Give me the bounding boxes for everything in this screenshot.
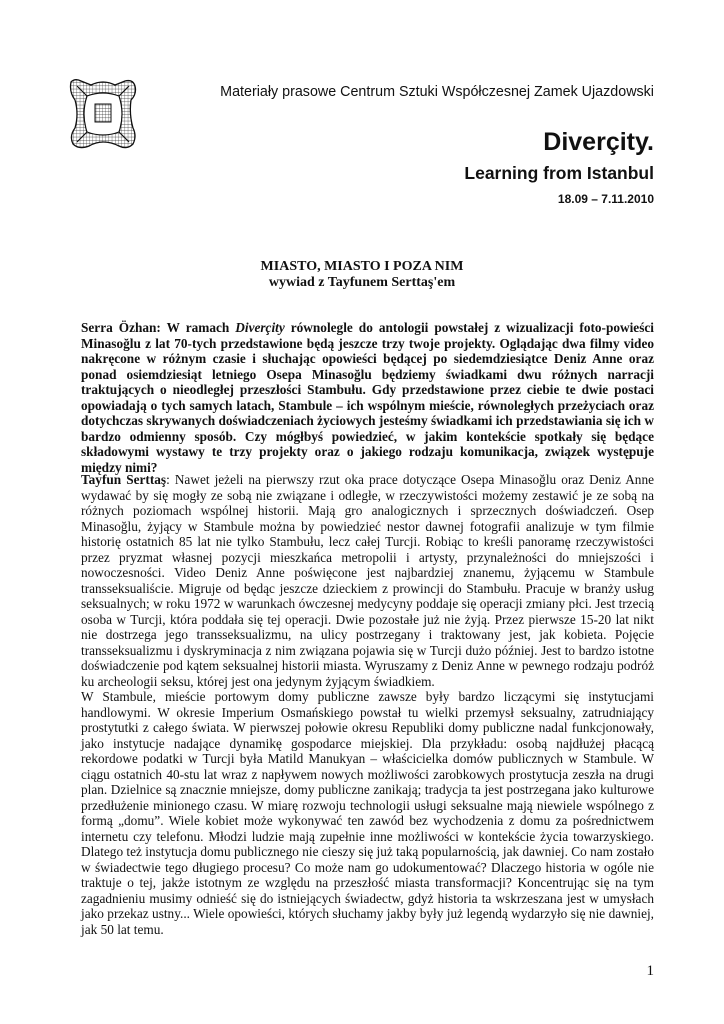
page-number: 1: [646, 963, 654, 979]
question-speaker: Serra Özhan:: [81, 320, 161, 335]
answer-paragraph-1: : Nawet jeżeli na pierwszy rzut oka prace dotyczące Osepa Minasoğlu oraz Deniz Anne wydawać by się mogły ze sobą nie związane i odległe, w rzeczywistości możemy zestawić je ze sobą na różnych poziomach wspólnej historii. Mają gro analogicznych i sprzecznych doświadczeń. Osep Minasoğlu, żyjący w Stambule można by powiedzieć nestor dawnej fotografii analizuje w tym filmie historię ostatnich 85 lat nie tylko Stambułu, lecz całej Turcji. Robiąc to kreśli panoramę rzeczywistości przez pryzmat własnej pozycji mieszkańca metropolii i artysty, przynależności do mniejszości i nowoczesności. Video Deniz Anne poświęcone jest najbardziej znanemu, żyjącemu w Stambule transseksualiście. Migruje od będąc jeszcze dzieckiem z prowincji do Stambułu. Pracuje w branży usług seksualnych; w roku 1972 w warunkach ówczesnej medycyny poddaje się operacji zmiany płci. Jest trzecią osoba w Turcji, która poddała się tej operacji. Dwie pozostałe już nie żyją. Przez pierwsze 15-20 lat nikt nie dostrzega jego transseksualizmu, na ulicy postrzegany i traktowany jest, jak kobieta. Pojęcie transseksualizmu i dyskryminacja z nim związana pojawia się w Turcji dużo później. Jest to bardzo istotne doświadczenie pod kątem seksualnej historii miasta. Wyruszamy z Deniz Anne w pewnego rodzaju podróż ku archeologii seksu, której jest ona jedynym żyjącym świadkiem.: [81, 472, 654, 689]
question-text-intro: W ramach: [160, 320, 236, 335]
exhibition-title: Diverçity.: [543, 128, 654, 156]
question-text: równolegle do antologii powstałej z wizualizacji foto-powieści Minasoğlu z lat 70-tych przedstawione będą jeszcze trzy twoje projekty. Oglądając dwa filmy video nakręcone w różnym czasie i słuchając opowieści będącej po siedemdziesiątce Deniz Anne oraz ponad osiemdziesiąt letniego Osepa Minasoğlu będziemy świadkami dwu różnych narracji traktujących o nieodległej przeszłości Stambułu. Gdy przedstawione przez ciebie te dwie postaci opowiadają o tych samych latach, Stambule – ich wspólnym mieście, równoległych przeżyciach oraz dotychczas skrywanych doświadczeniach życiowych jesteśmy świadkami ich przedstawiania się ich w bardzo odmienny sposób. Czy mógłbyś powiedzieć, w jakim kontekście spotkały się będące składowymi wystawy te trzy projekty oraz o jakiego rodzaju komunikacja, związek występuje między nimi?: [81, 320, 654, 475]
exhibition-subtitle: Learning from Istanbul: [464, 163, 654, 183]
exhibition-dates: 18.09 – 7.11.2010: [557, 192, 654, 206]
institution-logo: [67, 76, 139, 152]
interview-answer: [81, 472, 654, 937]
article-headline: MIASTO, MIASTO I POZA NIM: [260, 259, 464, 274]
article-subheadline: wywiad z Tayfunem Serttaş'em: [268, 275, 456, 290]
press-release-header: Materiały prasowe Centrum Sztuki Współczesnej Zamek Ujazdowski: [220, 84, 654, 100]
answer-speaker: Tayfun Serttaş: [81, 472, 167, 487]
question-italic-title: Diverçity: [235, 320, 285, 335]
interview-question: [81, 320, 654, 475]
answer-paragraph-2: W Stambule, mieście portowym domy publiczne zawsze były bardzo liczącymi się instytucjami handlowymi. W okresie Imperium Osmańskiego powstał tu wielki przemysł seksualny, zatrudniający prostytutki z całego świata. W pierwszej połowie okresu Republiki domy publiczne nadal funkcjonowały, jako instytucje nadające dynamikę gospodarce miejskiej. Dla przykładu: osobą najdłużej płacącą rekordowe podatki w Turcji była Matild Manukyan – właścicielka domów publicznych w Stambule. W ciągu ostatnich 40-stu lat wraz z napływem nowych możliwości zarobkowych prostytucja zeszła na drugi plan. Dzielnice są znacznie mniejsze, domy publiczne zanikają; tradycja ta jest postrzegana jako kulturowe przedłużenie minionego czasu. W miarę rozwoju technologii usługi seksualne mają niewiele wspólnego z formą „domu”. Wiele kobiet może wykonywać ten zawód bez wychodzenia z domu za pośrednictwem internetu czy telefonu. Młodzi ludzie mają zupełnie inne możliwości w kontekście życia towarzyskiego. Dlatego też instytucja domu publicznego nie cieszy się już taką popularnością, jak dawniej. Co nam zostało w świadectwie tego długiego procesu? Co może nam go udokumentować? Dlaczego historia w ogóle nie traktuje o tej, jakże istotnym ze względu na przeszłość miasta transformacji? Koncentrując się na tym zagadnieniu musimy odnieść się do istniejących świadectw, gdyż historia ta wskrzeszana jest w umysłach jako przekaz ustny... Wiele opowieści, których słuchamy jakby były już legendą wydarzyło się nie dawniej, jak 50 lat temu.: [81, 689, 654, 937]
